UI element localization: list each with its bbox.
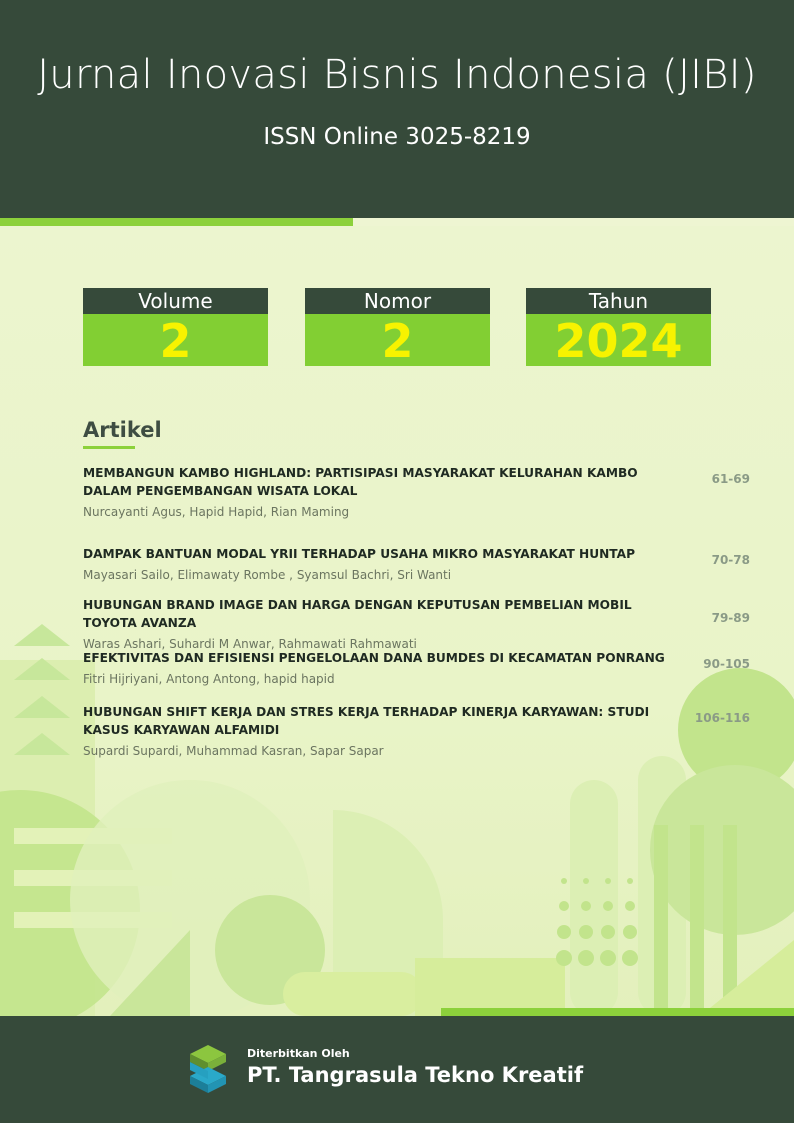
article-item[interactable] [83, 649, 683, 687]
year-value: 2024 [526, 314, 711, 366]
article-item[interactable] [83, 464, 683, 520]
section-underline [83, 446, 135, 449]
stacked-cube-logo-icon [188, 1045, 228, 1093]
article-authors: Fitri Hijriyani, Antong Antong, hapid hapid [83, 672, 335, 686]
article-pages: 106-116 [694, 711, 750, 725]
journal-title: Jurnal Inovasi Bisnis Indonesia (JIBI) [37, 52, 757, 98]
article-pages: 79-89 [711, 611, 750, 625]
journal-issn: ISSN Online 3025-8219 [263, 124, 531, 150]
article-item[interactable] [83, 703, 683, 759]
article-item[interactable] [83, 596, 683, 652]
year-box [526, 288, 711, 366]
article-title[interactable]: DAMPAK BANTUAN MODAL YRII TERHADAP USAHA MIKRO MASYARAKAT HUNTAP [83, 547, 636, 561]
year-label: Tahun [526, 288, 711, 314]
article-title[interactable]: HUBUNGAN BRAND IMAGE DAN HARGA DENGAN KEPUTUSAN PEMBELIAN MOBIL TOYOTA AVANZA [83, 598, 632, 630]
article-pages: 61-69 [711, 472, 750, 486]
volume-value: 2 [83, 314, 268, 366]
number-value: 2 [305, 314, 490, 366]
article-title[interactable]: HUBUNGAN SHIFT KERJA DAN STRES KERJA TERHADAP KINERJA KARYAWAN: STUDI KASUS KARYAWAN ALFAMIDI [83, 705, 650, 737]
article-authors: Supardi Supardi, Muhammad Kasran, Sapar Sapar [83, 744, 384, 758]
article-pages: 70-78 [711, 553, 750, 567]
number-box [305, 288, 490, 366]
publisher-name: PT. Tangrasula Tekno Kreatif [247, 1063, 584, 1087]
header-accent-bar [0, 218, 353, 226]
number-label: Nomor [305, 288, 490, 314]
footer-accent-bar [441, 1008, 794, 1016]
article-title[interactable]: EFEKTIVITAS DAN EFISIENSI PENGELOLAAN DANA BUMDES DI KECAMATAN PONRANG [83, 651, 665, 665]
volume-label: Volume [83, 288, 268, 314]
publisher-label: Diterbitkan Oleh [247, 1047, 350, 1060]
article-authors: Nurcayanti Agus, Hapid Hapid, Rian Maming [83, 505, 350, 519]
article-authors: Mayasari Sailo, Elimawaty Rombe , Syamsul Bachri, Sri Wanti [83, 568, 452, 582]
article-title[interactable]: MEMBANGUN KAMBO HIGHLAND: PARTISIPASI MASYARAKAT KELURAHAN KAMBO DALAM PENGEMBANGAN WISATA LOKAL [83, 466, 638, 498]
section-title: Artikel [83, 418, 162, 442]
cover-header [0, 0, 794, 218]
volume-box [83, 288, 268, 366]
article-pages: 90-105 [703, 657, 750, 671]
article-item[interactable] [83, 545, 683, 583]
article-authors: Waras Ashari, Suhardi M Anwar, Rahmawati Rahmawati [83, 637, 417, 651]
